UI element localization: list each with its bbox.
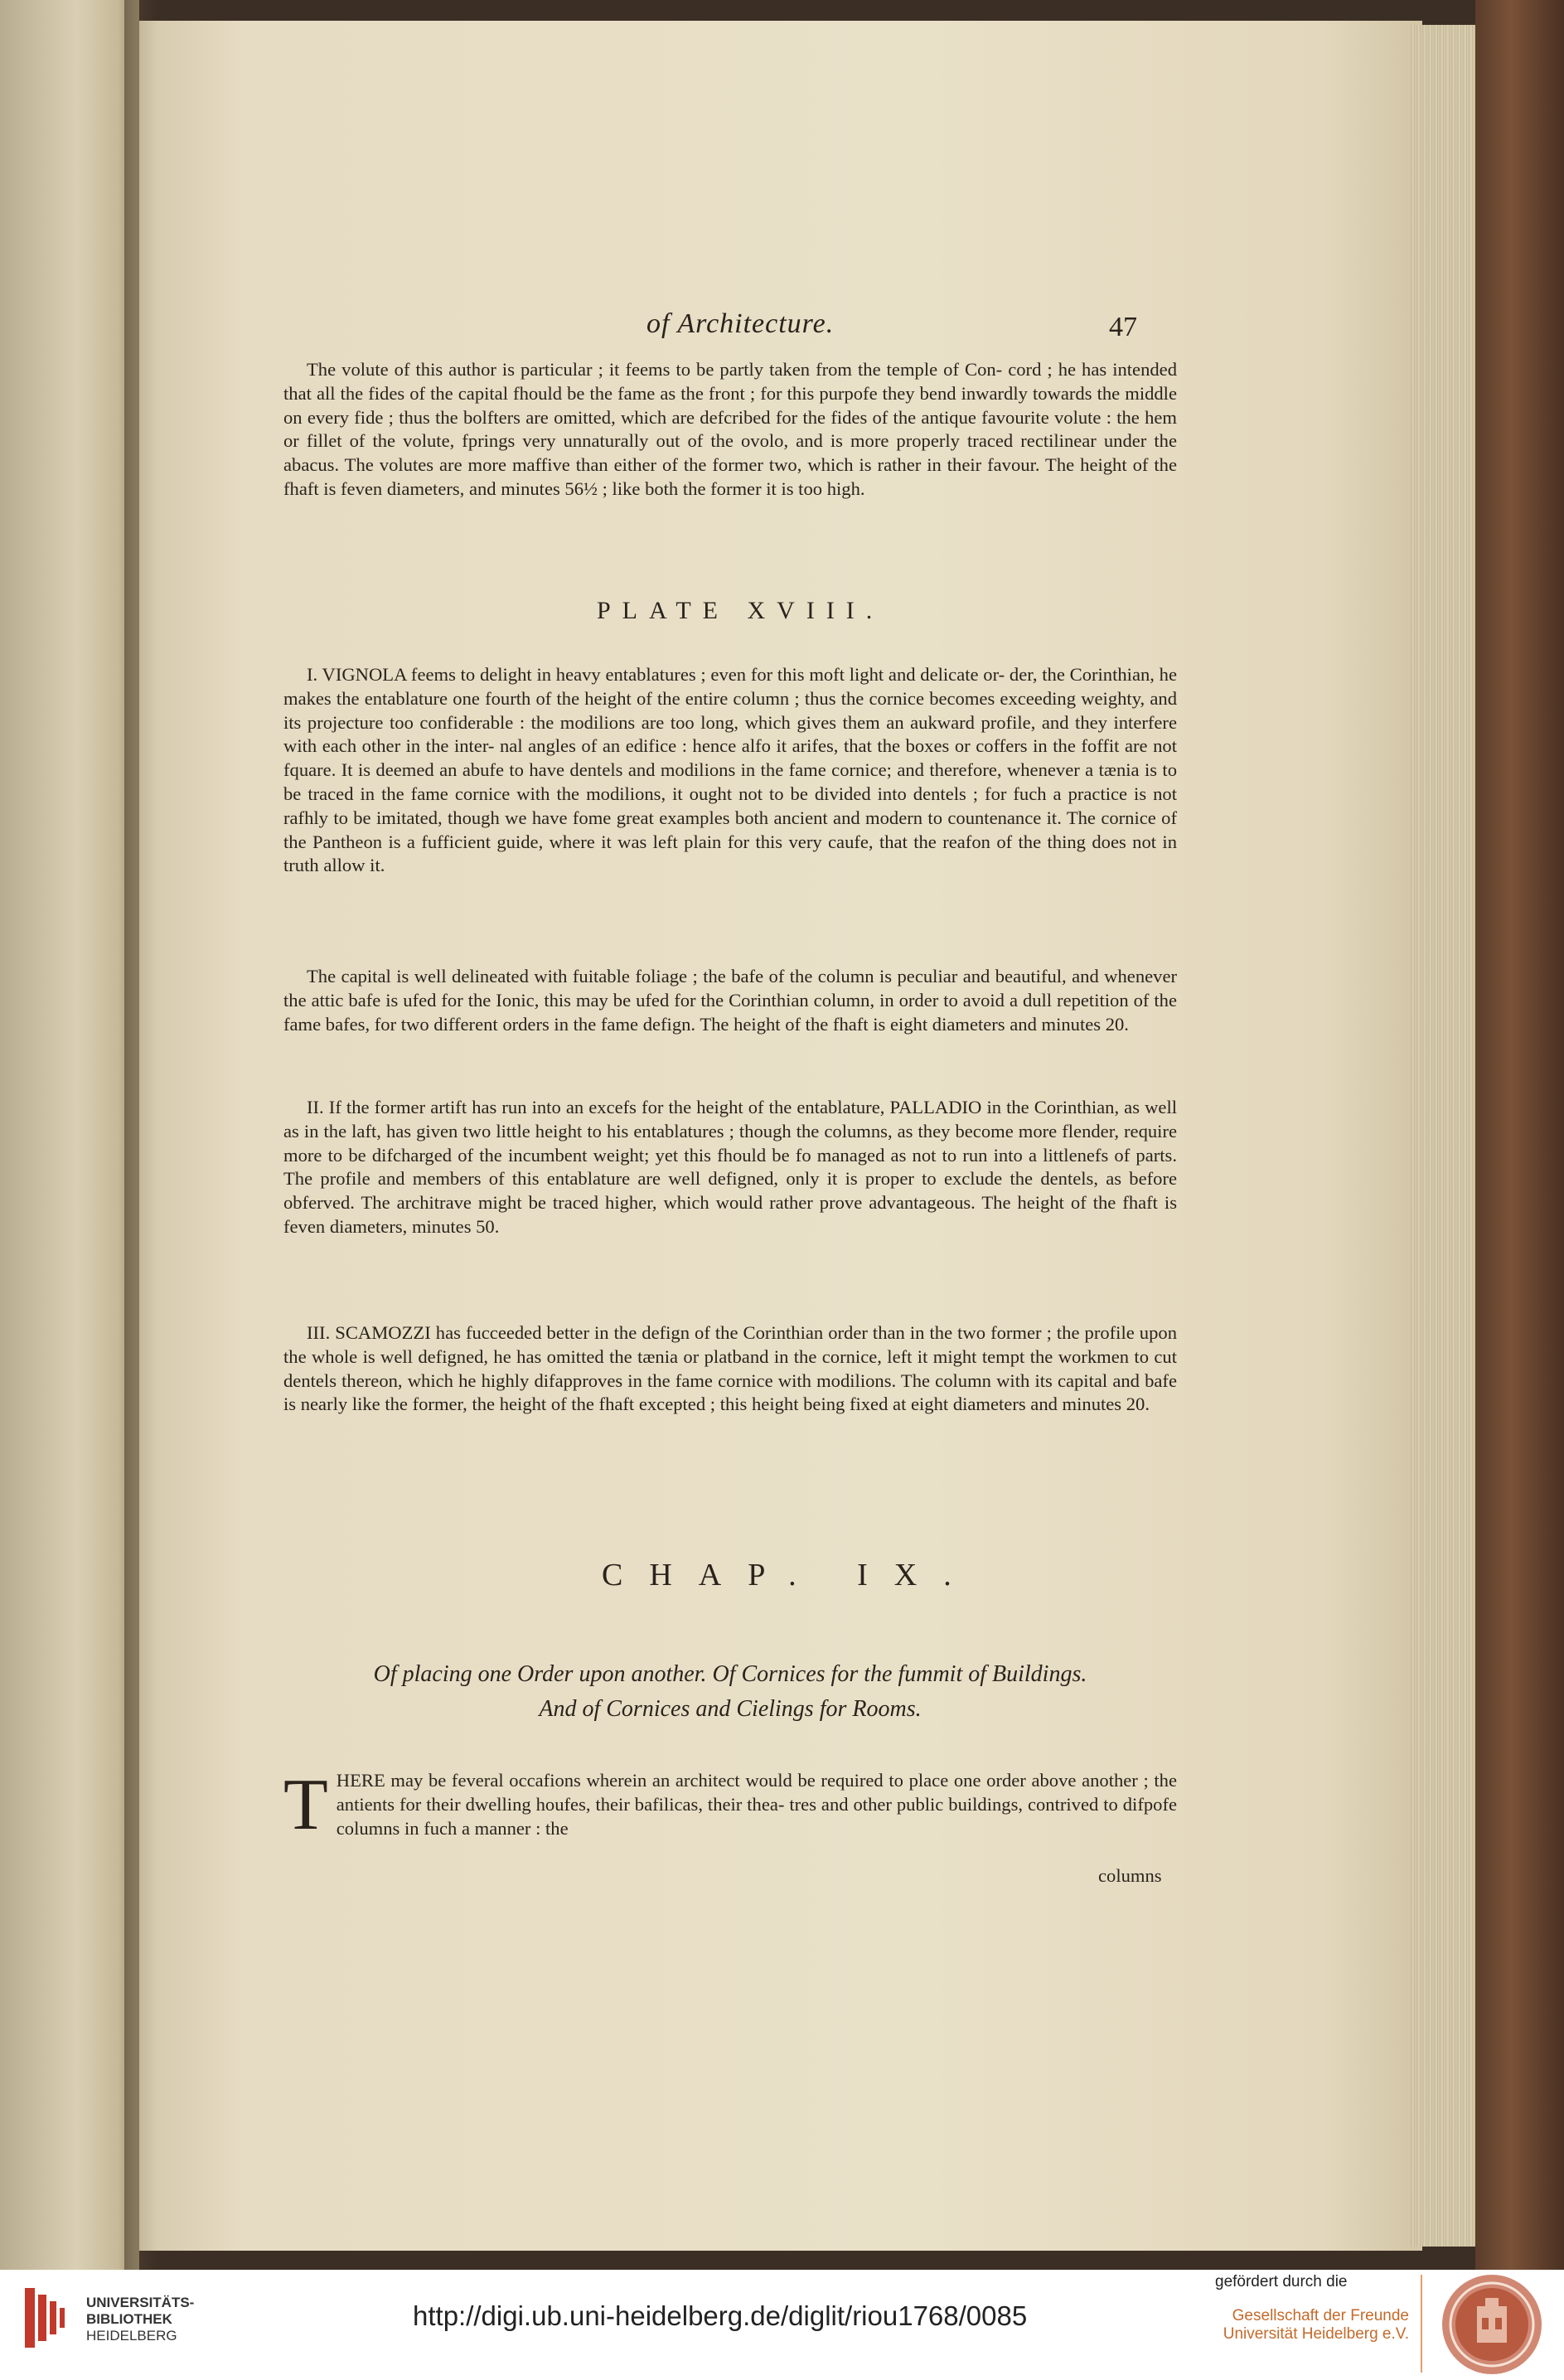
- sponsor-name-line: Gesellschaft der Freunde: [1232, 2307, 1409, 2324]
- paragraph-vignola: [283, 663, 1177, 878]
- chapter-subtitle-line-1: Of placing one Order upon another. Of Cornices for the fummit of Buildings.: [373, 1661, 1087, 1687]
- library-name-line: UNIVERSITÄTS-: [86, 2295, 195, 2310]
- library-name-line: BIBLIOTHEK: [86, 2311, 172, 2327]
- chapter-subtitle-line-2: And of Cornices and Cielings for Rooms.: [539, 1696, 922, 1722]
- library-name: [86, 2295, 194, 2344]
- chapter-heading: CHAP. IX.: [602, 1558, 978, 1592]
- paragraph-text: III. SCAMOZZI has fucceeded better in the defign of the Corinthian order than in the two former ; the profile upon the whole is well defigned, he has omitted the tænia or platband in the cornice, left it might tempt the workmen to cut dentels thereon, which he highly difapproves in the fame cornice with modilions. The column with its capital and bafe is nearly like the former, the height of the fhaft excepted ; this height being fixed at eight diameters and minutes 20.: [283, 1322, 1177, 1415]
- paragraph-palladio: [283, 1096, 1177, 1239]
- sponsor-label: gefördert durch die: [1215, 2273, 1348, 2290]
- paragraph-scamozzi: [283, 1321, 1177, 1417]
- left-page-edge: [0, 0, 139, 2270]
- page-edges: [1409, 25, 1484, 2247]
- sponsor-name-line: Universität Heidelberg e.V.: [1223, 2325, 1409, 2343]
- catchword: columns: [1098, 1865, 1162, 1886]
- permalink-url[interactable]: http://digi.ub.uni-heidelberg.de/diglit/riou1768/0085: [413, 2300, 1028, 2331]
- paragraph-text: The capital is well delineated with fuitable foliage ; the bafe of the column is peculiar and beautiful, and whenever the attic bafe is ufed for the Ionic, this may be ufed for the Corinthian column, in order to avoid a dull repetition of the fame bafes, for two different orders in the fame defign. The height of the fhaft is eight diameters and minutes 20.: [283, 966, 1177, 1035]
- running-head: of Architecture.: [646, 308, 835, 339]
- library-name-line: HEIDELBERG: [86, 2328, 177, 2344]
- paragraph-capital: [283, 965, 1177, 1036]
- sponsor-name[interactable]: [1218, 2307, 1409, 2344]
- plate-heading: PLATE XVIII.: [597, 597, 884, 624]
- paragraph-text: The volute of this author is particular ; it feems to be partly taken from the temple of Con- cord ; he has intended that all the fides of the capital fhould be the fame as the front ; for this purpofe they bend inwardly towards the middle on every fide ; thus the bolfters are omitted, which are defcribed for the fides of the antique favourite volute : the hem or fillet of the volute, fprings very unnaturally out of the ovolo, and is more properly traced rectilinear under the abacus. The volutes are more maffive than either of the former two, which is rather in their favour. The height of the fhaft is feven diameters, and minutes 56½ ; like both the former it is too high.: [283, 359, 1177, 499]
- paragraph-text: HERE may be feveral occafions wherein an architect would be required to place one order above another ; the antients for their dwelling houfes, their bafilicas, their thea- tres and other public buildings, contrived to difpofe columns in fuch a manner : the: [336, 1770, 1177, 1839]
- footer-divider: [1421, 2275, 1422, 2373]
- library-logo-icon: [25, 2288, 65, 2348]
- page-gutter-shadow: [124, 0, 157, 2270]
- paragraph-text: II. If the former artift has run into an excefs for the height of the entablature, PALLADIO in the Corinthian, as well as in the laft, has given two little height to his entablatures ; though the columns, as they become more flender, require more to be difcharged of the incumbent weight; yet this fhould be fo managed as not to run into a littlenefs of parts. The profile and members of this entablature are well defigned, only it is proper to exclude the dentels, as before obferved. The architrave might be traced higher, which would rather prove advantageous. The height of the fhaft is feven diameters, minutes 50.: [283, 1097, 1177, 1237]
- paragraph-chapter-opening: [283, 1765, 1177, 1845]
- paragraph-text: I. VIGNOLA feems to delight in heavy entablatures ; even for this moft light and delicate or- der, the Corinthian, he makes the entablature one fourth of the height of the entire column ; thus the cornice becomes exceeding weighty, and its projecture too confiderable : the modilions are too long, which gives them an aukward profile, and they interfere with each other in the inter- nal angles of an edifice : hence alfo it arifes, that the boxes or coffers in the foffit are not fquare. It is deemed an abufe to have dentels and modilions in the fame cornice; and therefore, whenever a tænia is to be traced in the fame cornice with the modilions, it ought not to be divided into dentels ; for fuch a practice is not rafhly to be imitated, though we have fome great examples both ancient and modern to countenance it. The cornice of the Pantheon is a fufficient guide, where it was left plain for this very caufe, that the reafon of the thing does not in truth allow it.: [283, 664, 1177, 876]
- page-number: 47: [1109, 312, 1137, 342]
- university-seal-icon: [1441, 2273, 1543, 2376]
- paragraph-volute: [283, 358, 1177, 502]
- drop-cap: T: [283, 1765, 328, 1845]
- binding-board: [1475, 0, 1564, 2270]
